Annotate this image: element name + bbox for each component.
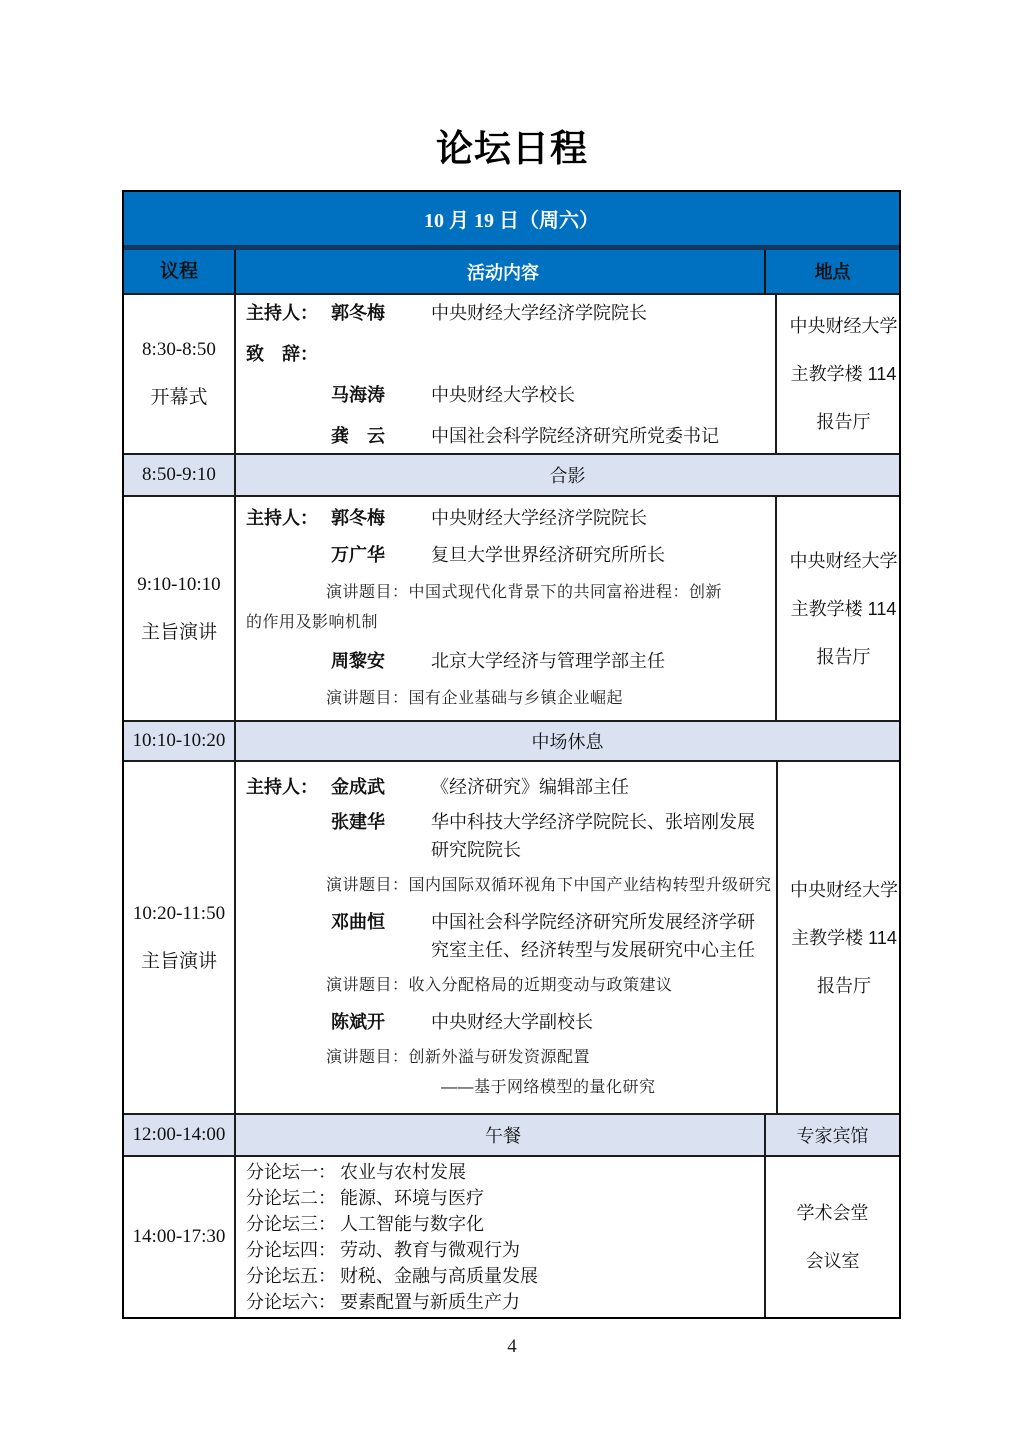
- page-title: 论坛日程: [436, 128, 588, 169]
- speaker-name: 马海涛: [331, 384, 385, 405]
- speech-title: [246, 1043, 772, 1103]
- location-line: 学术会堂: [796, 1203, 869, 1223]
- location-line: 中央财经大学: [790, 879, 899, 900]
- location-line: 报告厅: [816, 646, 871, 667]
- column-header-location: 地点: [814, 261, 851, 282]
- time-range: 14:00-17:30: [132, 1226, 226, 1247]
- location-line: 主教学楼 114: [791, 927, 897, 948]
- content-cell: [236, 1157, 766, 1317]
- row-lunch: [124, 1115, 899, 1157]
- spacer: [246, 381, 331, 409]
- spacer: [246, 1008, 331, 1036]
- speech-title-subtitle: ——基于网络模型的量化研究: [441, 1078, 656, 1096]
- speaker-line: [246, 808, 772, 864]
- forum-item: [246, 1263, 760, 1289]
- speech-title: [246, 578, 771, 638]
- host-title: 《经济研究》编辑部主任: [431, 776, 629, 797]
- time-cell: [124, 497, 236, 720]
- page-number: 4: [507, 1336, 517, 1357]
- host-label: 主持人：: [246, 507, 318, 528]
- forum-topic: 劳动、教育与微观行为: [340, 1240, 520, 1260]
- column-header-agenda: 议程: [124, 250, 236, 293]
- speaker-title: 中国社会科学院经济研究所发展经济学研究室主任、经济转型与发展研究中心主任: [431, 911, 755, 960]
- speaker-line: [246, 381, 771, 409]
- speech-title: [246, 871, 772, 901]
- session-label: 开幕式: [150, 387, 208, 408]
- host-label: 主持人：: [246, 302, 318, 323]
- speaker-name: 周黎安: [331, 650, 385, 671]
- row-photo: [124, 455, 899, 497]
- speaker-name: 万广华: [331, 544, 385, 565]
- forum-label: 分论坛三：: [246, 1214, 336, 1234]
- host-title: 中央财经大学经济学院院长: [431, 507, 647, 528]
- speech-title: [246, 971, 772, 1001]
- spacer: [246, 422, 331, 450]
- speech-label: 致 辞：: [246, 343, 318, 364]
- location-line: 主教学楼 114: [790, 364, 897, 384]
- speaker-title: 中央财经大学副校长: [431, 1011, 593, 1032]
- forum-label: 分论坛四：: [246, 1240, 336, 1260]
- speaker-line: [246, 908, 772, 964]
- speaker-title: 复旦大学世界经济研究所所长: [431, 544, 665, 565]
- host-line: [246, 504, 771, 532]
- speaker-title: 中国社会科学院经济研究所党委书记: [431, 425, 719, 446]
- forum-item: [246, 1185, 760, 1211]
- time-cell: [124, 1115, 236, 1155]
- column-header-row: [124, 250, 899, 295]
- content-cell: [236, 295, 777, 453]
- time-cell: [124, 455, 236, 495]
- location-line: 中央财经大学: [789, 316, 898, 336]
- forum-label: 分论坛一：: [246, 1162, 336, 1182]
- time-range: 12:00-14:00: [132, 1124, 226, 1145]
- content-cell: [236, 762, 778, 1113]
- time-range: 9:10-10:10: [137, 573, 221, 595]
- host-label: 主持人：: [246, 776, 318, 797]
- activity-cell: 合影: [549, 466, 586, 486]
- row-break: [124, 722, 899, 762]
- speaker-name: 龚 云: [331, 425, 385, 446]
- row-forums: [124, 1157, 899, 1317]
- speaker-title: 中央财经大学校长: [431, 384, 575, 405]
- host-name: 郭冬梅: [331, 302, 385, 323]
- forum-item: [246, 1237, 760, 1263]
- speaker-name: 邓曲恒: [331, 911, 385, 932]
- activity-cell: 午餐: [236, 1115, 766, 1155]
- date-header: 10 月 19 日（周六）: [424, 210, 599, 232]
- forum-topic: 农业与农村发展: [340, 1162, 466, 1182]
- spacer: [246, 908, 331, 964]
- activity-cell: 中场休息: [531, 732, 604, 752]
- forum-topic: 能源、环境与医疗: [340, 1188, 484, 1208]
- speaker-line: [246, 647, 771, 675]
- location-line: 报告厅: [817, 975, 872, 996]
- schedule-table: [122, 190, 901, 1319]
- location-line: 会议室: [805, 1251, 860, 1271]
- host-line: [246, 299, 771, 327]
- location-cell: [777, 497, 910, 720]
- location-cell: [777, 295, 910, 453]
- location-cell: [778, 762, 911, 1113]
- forum-label: 分论坛六：: [246, 1292, 336, 1312]
- spacer: [246, 647, 331, 675]
- forum-topic: 财税、金融与高质量发展: [340, 1266, 538, 1286]
- speaker-name: 张建华: [331, 811, 385, 832]
- time-range: 8:50-9:10: [142, 464, 216, 485]
- spacer: [246, 808, 331, 864]
- speech-title: [246, 684, 771, 714]
- location-cell: 专家宾馆: [796, 1126, 869, 1146]
- speech-title-line: 演讲题目：国有企业基础与乡镇企业崛起: [326, 689, 624, 707]
- time-cell: [124, 295, 236, 453]
- speech-title-line: 演讲题目：国内国际双循环视角下中国产业结构转型升级研究: [326, 876, 772, 894]
- speaker-line: [246, 1008, 772, 1036]
- location-line: 主教学楼 114: [790, 598, 897, 619]
- forum-label: 分论坛二：: [246, 1188, 336, 1208]
- speaker-line: [246, 422, 771, 450]
- host-name: 金成武: [331, 776, 385, 797]
- speaker-title: 华中科技大学经济学院院长、张培刚发展研究院院长: [431, 811, 755, 860]
- speech-title-line: 演讲题目：收入分配格局的近期变动与政策建议: [326, 976, 673, 994]
- time-range: 10:10-10:20: [132, 730, 226, 751]
- speaker-title: 北京大学经济与管理学部主任: [431, 650, 665, 671]
- time-cell: [124, 762, 236, 1113]
- forum-topic: 要素配置与新质生产力: [340, 1292, 520, 1312]
- row-keynote2: [124, 762, 899, 1115]
- session-label: 主旨演讲: [140, 621, 217, 643]
- time-cell: [124, 722, 236, 760]
- row-opening: [124, 295, 899, 455]
- location-line: 中央财经大学: [789, 550, 898, 571]
- spacer: [246, 541, 331, 569]
- speech-title-line: 演讲题目：中国式现代化背景下的共同富裕进程：创新: [326, 583, 723, 601]
- host-name: 郭冬梅: [331, 507, 385, 528]
- session-label: 主旨演讲: [140, 950, 217, 972]
- host-title: 中央财经大学经济学院院长: [431, 302, 647, 323]
- speech-title-line: 的作用及影响机制: [246, 613, 379, 631]
- speech-label-line: [246, 340, 771, 368]
- forum-item: [246, 1289, 760, 1315]
- column-header-content: 活动内容: [236, 250, 766, 293]
- forum-topic: 人工智能与数字化: [340, 1214, 484, 1234]
- forum-item: [246, 1159, 760, 1185]
- row-keynote1: [124, 497, 899, 722]
- speaker-line: [246, 541, 771, 569]
- time-cell: [124, 1157, 236, 1317]
- host-line: [246, 773, 772, 801]
- date-header-row: [124, 192, 899, 250]
- forum-item: [246, 1211, 760, 1237]
- speaker-name: 陈斌开: [331, 1011, 385, 1032]
- time-range: 10:20-11:50: [132, 902, 226, 924]
- time-range: 8:30-8:50: [142, 339, 216, 360]
- content-cell: [236, 497, 777, 720]
- location-line: 报告厅: [816, 412, 871, 432]
- speech-title-line: 演讲题目：创新外溢与研发资源配置: [326, 1048, 591, 1066]
- location-cell: [766, 1157, 899, 1317]
- forum-label: 分论坛五：: [246, 1266, 336, 1286]
